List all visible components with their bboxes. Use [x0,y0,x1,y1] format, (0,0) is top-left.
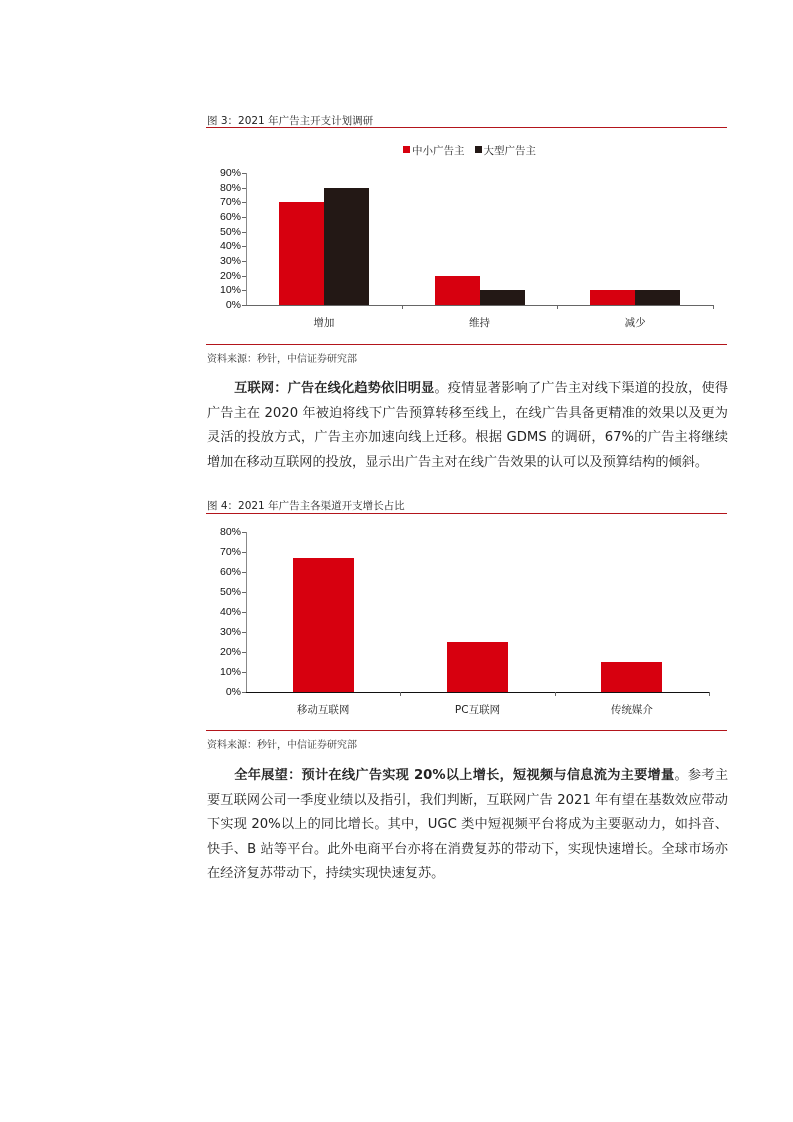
y-tick [242,652,246,653]
y-tick-label: 20% [219,269,241,282]
y-tick-label: 80% [219,181,241,194]
y-tick-label: 10% [219,666,241,678]
y-tick-label: 40% [219,606,241,618]
y-tick-label: 0% [225,686,241,698]
y-tick-label: 0% [225,299,241,311]
y-tick-label: 90% [219,167,241,179]
bar-value [601,662,662,692]
paragraph-lead: 全年展望：预计在线广告实现 20%以上增长，短视频与信息流为主要增量 [234,768,675,783]
y-tick [242,532,246,533]
x-tick [555,692,556,696]
legend-label: 中小广告主 [412,145,465,157]
paragraph-body: 。参考主要互联网公司一季度业绩以及指引，我们判断，互联网广告 2021 年有望在基数效应带动下实现 20%以上的同比增长。其中，UGC 类中短视频平台将成为主要驱动力，如抖音、快手、B 站等平台。此外电商平台亦将在消费复苏的带动下，实现快速增长。全球市场亦在经济复苏带动下，持续实现快速复苏。 [207,768,729,881]
bar-value [293,558,354,692]
y-tick [242,592,246,593]
y-tick [242,552,246,553]
x-tick [709,692,710,696]
y-tick [242,632,246,633]
y-tick [242,672,246,673]
x-category-label: 减少 [624,317,646,329]
figure-4-title: 图 4：2021 年广告主各渠道开支增长占比 [207,500,405,512]
x-category-label: 增加 [313,317,335,329]
paragraph-lead: 互联网：广告在线化趋势依旧明显 [234,381,435,396]
x-category-label: 传统媒介 [610,704,653,716]
figure-4-source: 资料来源：秒针，中信证券研究部 [207,740,357,751]
x-tick [400,692,401,696]
y-tick-label: 80% [219,526,241,538]
figure-3-source: 资料来源：秒针，中信证券研究部 [207,354,357,365]
y-tick-label: 30% [219,255,241,267]
y-tick-label: 50% [219,225,241,238]
legend-label: 大型广告主 [483,145,536,157]
bar-value [447,642,508,692]
y-tick-label: 70% [219,546,241,558]
paragraph-outlook [207,764,728,887]
x-category-label: PC互联网 [454,704,501,716]
y-tick-label: 70% [219,196,241,209]
y-tick-label: 50% [219,586,241,598]
x-category-label: 移动互联网 [296,704,350,716]
y-tick [242,572,246,573]
figure-3-title: 图 3：2021 年广告主开支计划调研 [207,115,374,127]
y-axis [246,532,247,692]
y-tick-label: 40% [219,240,241,253]
y-tick-label: 10% [219,284,241,297]
paragraph-body: 。疫情显著影响了广告主对线下渠道的投放，使得广告主在 2020 年被迫将线下广告预算转移至线上，在线广告具备更精准的效果以及更为灵活的投放方式，广告主亦加速向线上迁移。根据 GDMS 的调研，67%的广告主将继续增加在移动互联网的投放，显示出广告主对在线广告效果的认可以及预算结构的倾斜。 [207,381,729,470]
y-tick-label: 60% [219,566,241,578]
y-tick-label: 30% [219,626,241,638]
y-tick [242,612,246,613]
x-category-label: 维持 [469,317,490,329]
figure-4-bottom-rule [206,730,727,731]
x-axis [246,692,709,693]
y-tick-label: 20% [219,646,241,658]
y-tick-label: 60% [219,211,241,223]
